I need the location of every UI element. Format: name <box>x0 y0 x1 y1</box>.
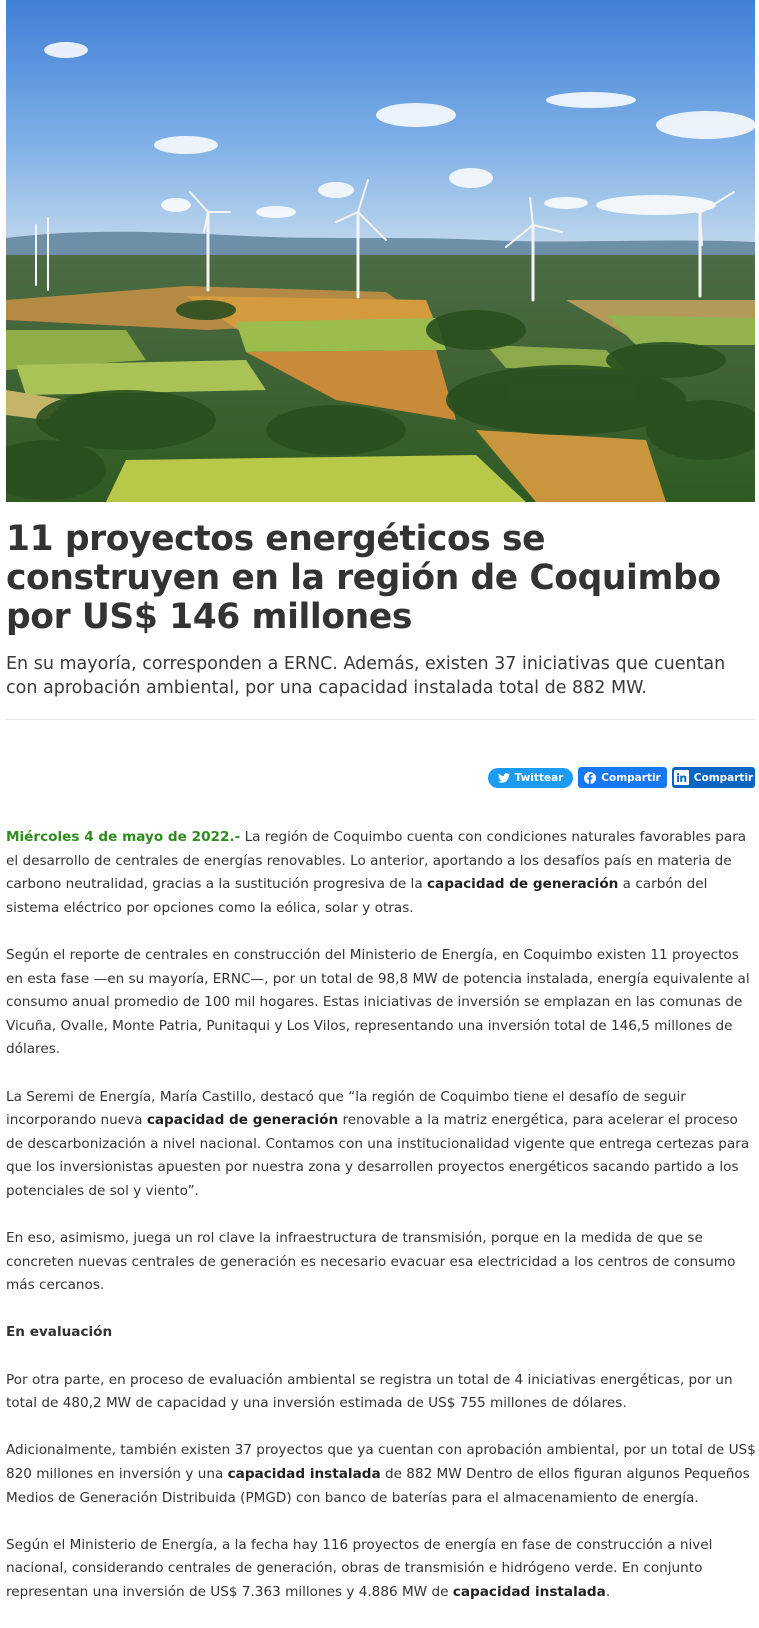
bold-text: capacidad de generación <box>426 876 619 893</box>
paragraph-text: renovable a la matriz energética, para acelerar el proceso de descarbonización a nivel nacional. Contamos con una institucionalidad vigente que entrega certezas para que los inversionistas apuesten por nuestra zona y desarrollen proyectos energéticos sacando partido a los potenciales de sol y viento”. <box>6 1112 750 1199</box>
paragraph-text: La Seremi de Energía, María Castillo, destacó que “la región de Coquimbo tiene el desafío de seguir incorporando nueva <box>6 1088 686 1129</box>
bold-text: capacidad instalada <box>452 1584 606 1600</box>
dateline: Miércoles 4 de mayo de 2022.- <box>6 829 241 845</box>
paragraph-2: Según el reporte de centrales en construcción del Ministerio de Energía, en Coquimbo existen 11 proyectos en esta fase —en su mayoría, ERNC—, por un total de 98,8 MW de potencia instalada, energía equivalente al consumo anual promedio de 100 mil hogares. Estas iniciativas de inversión se emplazan en las comunas de Vicuña, Ovalle, Monte Patria, Punitaqui y Los Vilos, representando una inversión total de 146,5 millones de dólares. <box>6 946 750 1058</box>
paragraph-text: de 882 MW Dentro de ellos figuran algunos Pequeños Medios de Generación Distribuida (PMGD) con banco de baterías para el almacenamiento de energía. <box>6 1466 750 1506</box>
paragraph-5: Por otra parte, en proceso de evaluación ambiental se registra un total de 4 iniciativas energéticas, por un total de 480,2 MW de capacidad y una inversión estimada de US$ 755 millones de dólares. <box>6 1371 733 1412</box>
twitter-bird-icon <box>498 773 510 783</box>
bold-text: capacidad de generación <box>146 1112 339 1129</box>
twitter-share-label: Twittear <box>514 772 564 784</box>
facebook-share-button[interactable] <box>578 767 667 788</box>
article-subtitle: En su mayoría, corresponden a ERNC. Además, existen 37 iniciativas que cuentan con aprobación ambiental, por una capacidad instalada total de 882 MW. <box>6 654 726 698</box>
paragraph-text: Adicionalmente, también existen 37 proyectos que ya cuentan con aprobación ambiental, por un total de US$ 820 millones en inversión y una <box>6 1442 756 1483</box>
linkedin-share-button[interactable] <box>672 767 755 788</box>
paragraph-1 <box>6 826 758 920</box>
section-heading: En evaluación <box>6 1324 113 1341</box>
paragraph-6 <box>6 1439 758 1510</box>
article-title: 11 proyectos energéticos se construyen en la región de Coquimbo por US$ 146 millones <box>6 519 721 637</box>
hero-image <box>6 0 755 502</box>
linkedin-icon <box>674 770 689 785</box>
paragraph-text: Según el Ministerio de Energía, a la fecha hay 116 proyectos de energía en fase de construcción a nivel nacional, considerando centrales de generación, obras de transmisión e hidrógeno verde. En conjunto representan una inversión de US$ 7.363 millones y 4.886 MW de <box>6 1536 713 1600</box>
paragraph-text: La región de Coquimbo cuenta con condiciones naturales favorables para el desarrollo de centrales de energías renovables. Lo anterior, aportando a los desafíos país en materia de carbono neutralidad, gracias a la sustitución progresiva de la <box>6 829 747 893</box>
divider <box>6 719 755 720</box>
paragraph-3 <box>6 1086 758 1204</box>
bold-text: capacidad instalada <box>227 1466 381 1483</box>
paragraph-7 <box>6 1534 758 1605</box>
twitter-share-button[interactable] <box>488 768 573 788</box>
paragraph-text: . <box>605 1584 611 1600</box>
linkedin-share-label: Compartir <box>693 771 754 784</box>
article-body <box>6 826 758 1628</box>
paragraph-text: a carbón del sistema eléctrico por opciones como la eólica, solar y otras. <box>6 876 708 916</box>
facebook-share-label: Compartir <box>601 771 661 784</box>
facebook-icon <box>584 772 596 784</box>
paragraph-4: En eso, asimismo, juega un rol clave la infraestructura de transmisión, porque en la medida de que se concreten nuevas centrales de generación es necesario evacuar esa electricidad a los centros de consumo más cercanos. <box>6 1230 736 1294</box>
